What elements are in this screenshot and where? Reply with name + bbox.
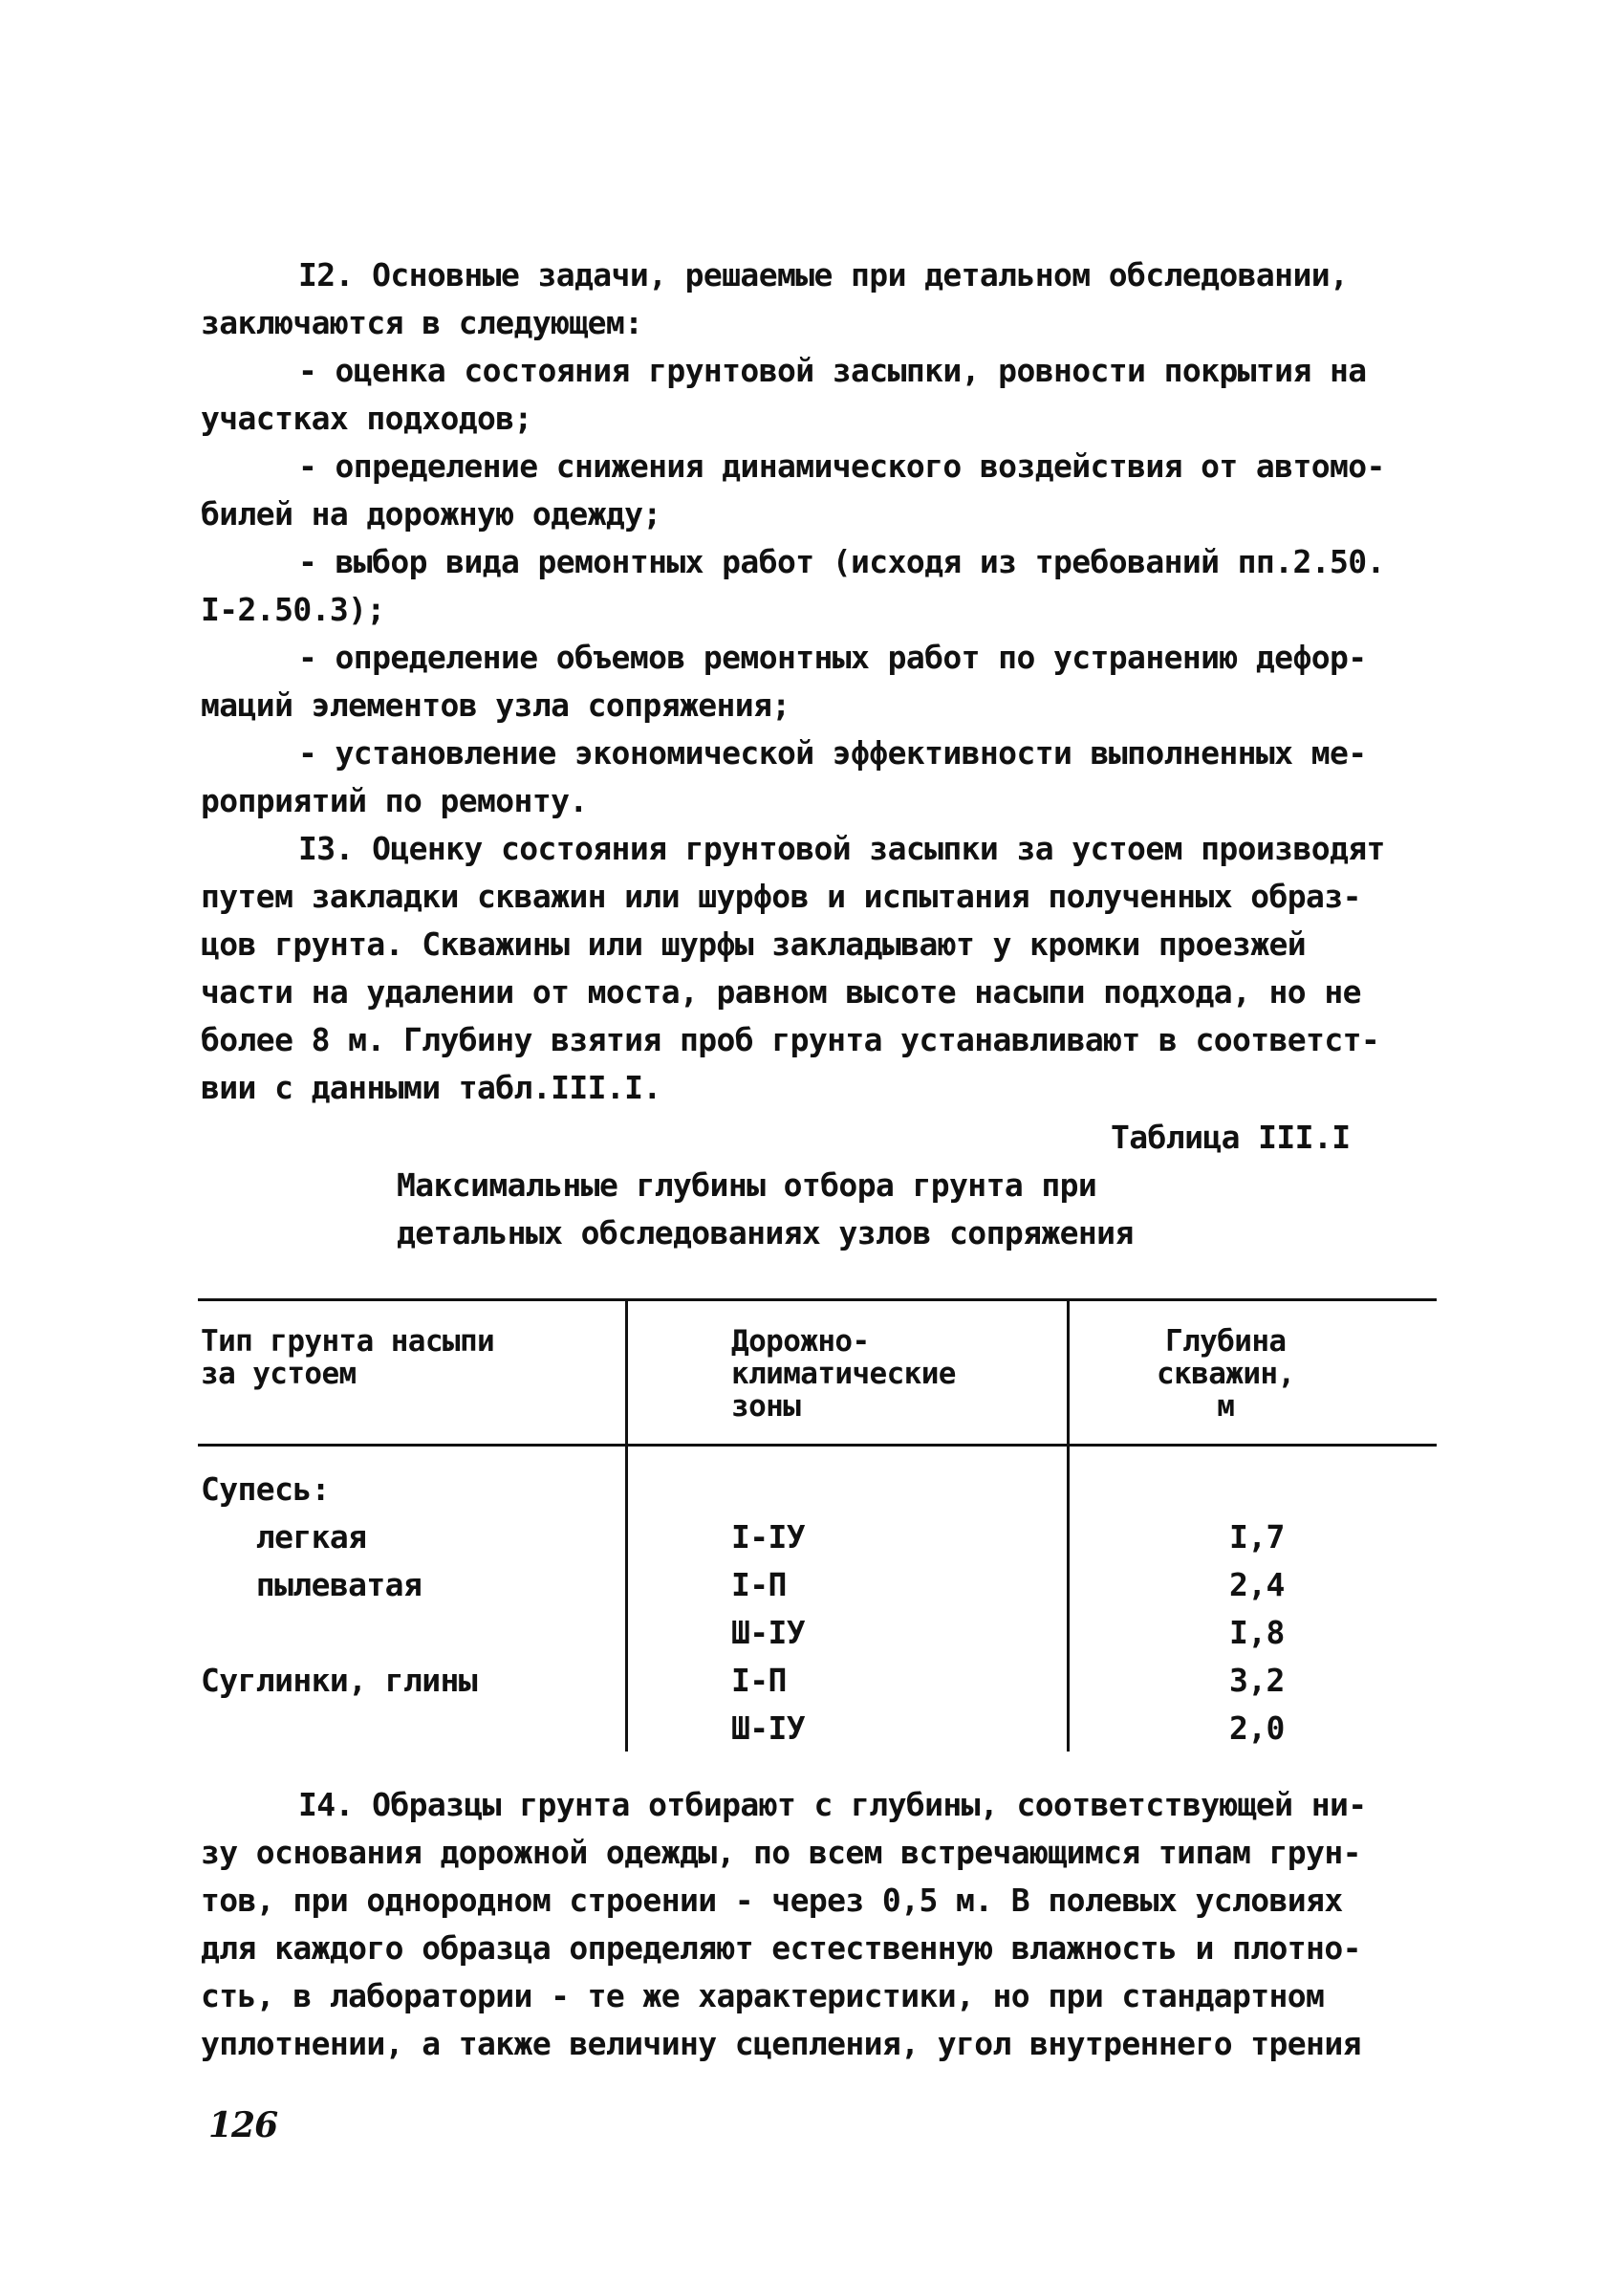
paragraph-line: - определение снижения динамического воздействия от автомо- <box>298 447 1385 485</box>
table-row-type: легкая <box>201 1518 367 1556</box>
paragraph-line: части на удалении от моста, равном высоте насыпи подхода, но не <box>201 973 1361 1011</box>
table-row-zone: I-IУ <box>731 1518 806 1556</box>
paragraph-line: сть, в лаборатории - те же характеристики, но при стандартном <box>201 1977 1325 2014</box>
paragraph-line: I-2.50.3); <box>201 591 385 628</box>
table-column-divider <box>1067 1300 1070 1752</box>
table-row-zone: I-П <box>731 1566 787 1603</box>
paragraph-line: для каждого образца определяют естественную влажность и плотно- <box>201 1929 1361 1967</box>
table-header-depth: Глубина скважин, м <box>1157 1324 1295 1424</box>
paragraph-line: заключаются в следующем: <box>201 304 643 341</box>
paragraph-line: маций элементов узла сопряжения; <box>201 686 790 724</box>
paragraph-line: I4. Образцы грунта отбирают с глубины, соответствующей ни- <box>298 1786 1367 1823</box>
table-column-divider <box>625 1300 628 1752</box>
paragraph-line: роприятий по ремонту. <box>201 782 588 819</box>
table-title: детальных обследованиях узлов сопряжения <box>397 1214 1134 1251</box>
paragraph-line: уплотнении, а также величину сцепления, угол внутреннего трения <box>201 2025 1361 2062</box>
table-header-climate-zones: Дорожно- климатические зоны <box>731 1324 956 1424</box>
paragraph-line: I3. Оценку состояния грунтовой засыпки за устоем производят <box>298 830 1385 867</box>
page-number: 126 <box>208 2105 278 2145</box>
paragraph-line: вии с данными табл.III.I. <box>201 1069 661 1106</box>
paragraph-line: - оценка состояния грунтовой засыпки, ровности покрытия на <box>298 352 1367 389</box>
table-header-soil-type: Тип грунта насыпи за устоем <box>201 1324 495 1391</box>
paragraph-line: тов, при однородном строении - через 0,5 м. В полевых условиях <box>201 1882 1343 1919</box>
paragraph-line: I2. Основные задачи, решаемые при детальном обследовании, <box>298 256 1349 294</box>
table-top-rule <box>198 1298 1437 1301</box>
table-row-depth: 2,4 <box>1229 1566 1285 1603</box>
table-row-type: пылеватая <box>201 1566 422 1603</box>
paragraph-line: билей на дорожную одежду; <box>201 495 661 533</box>
table-row-zone: Ш-IУ <box>731 1709 806 1747</box>
table-row-depth: 3,2 <box>1229 1662 1285 1699</box>
paragraph-line: - выбор вида ремонтных работ (исходя из требований пп.2.50. <box>298 543 1385 580</box>
paragraph-line: путем закладки скважин или шурфов и испытания полученных образ- <box>201 878 1361 915</box>
table-row-zone: I-П <box>731 1662 787 1699</box>
paragraph-line: более 8 м. Глубину взятия проб грунта устанавливают в соответст- <box>201 1021 1380 1058</box>
table-row-depth: I,7 <box>1229 1518 1285 1556</box>
paragraph-line: цов грунта. Скважины или шурфы закладывают у кромки проезжей <box>201 925 1307 963</box>
paragraph-line: - установление экономической эффективности выполненных ме- <box>298 734 1367 772</box>
table-title: Максимальные глубины отбора грунта при <box>397 1166 1097 1204</box>
table-row-depth: I,8 <box>1229 1614 1285 1651</box>
table-header-rule <box>198 1444 1437 1447</box>
paragraph-line: участках подходов; <box>201 400 532 437</box>
paragraph-line: зу основания дорожной одежды, по всем встречающимся типам грун- <box>201 1834 1361 1871</box>
table-row-type: Суглинки, глины <box>201 1662 478 1699</box>
table-row-depth: 2,0 <box>1229 1709 1285 1747</box>
table-row-zone: Ш-IУ <box>731 1614 806 1651</box>
table-label: Таблица III.I <box>1111 1119 1351 1156</box>
paragraph-line: - определение объемов ремонтных работ по устранению дефор- <box>298 639 1367 676</box>
table-row-type: Супесь: <box>201 1470 330 1508</box>
